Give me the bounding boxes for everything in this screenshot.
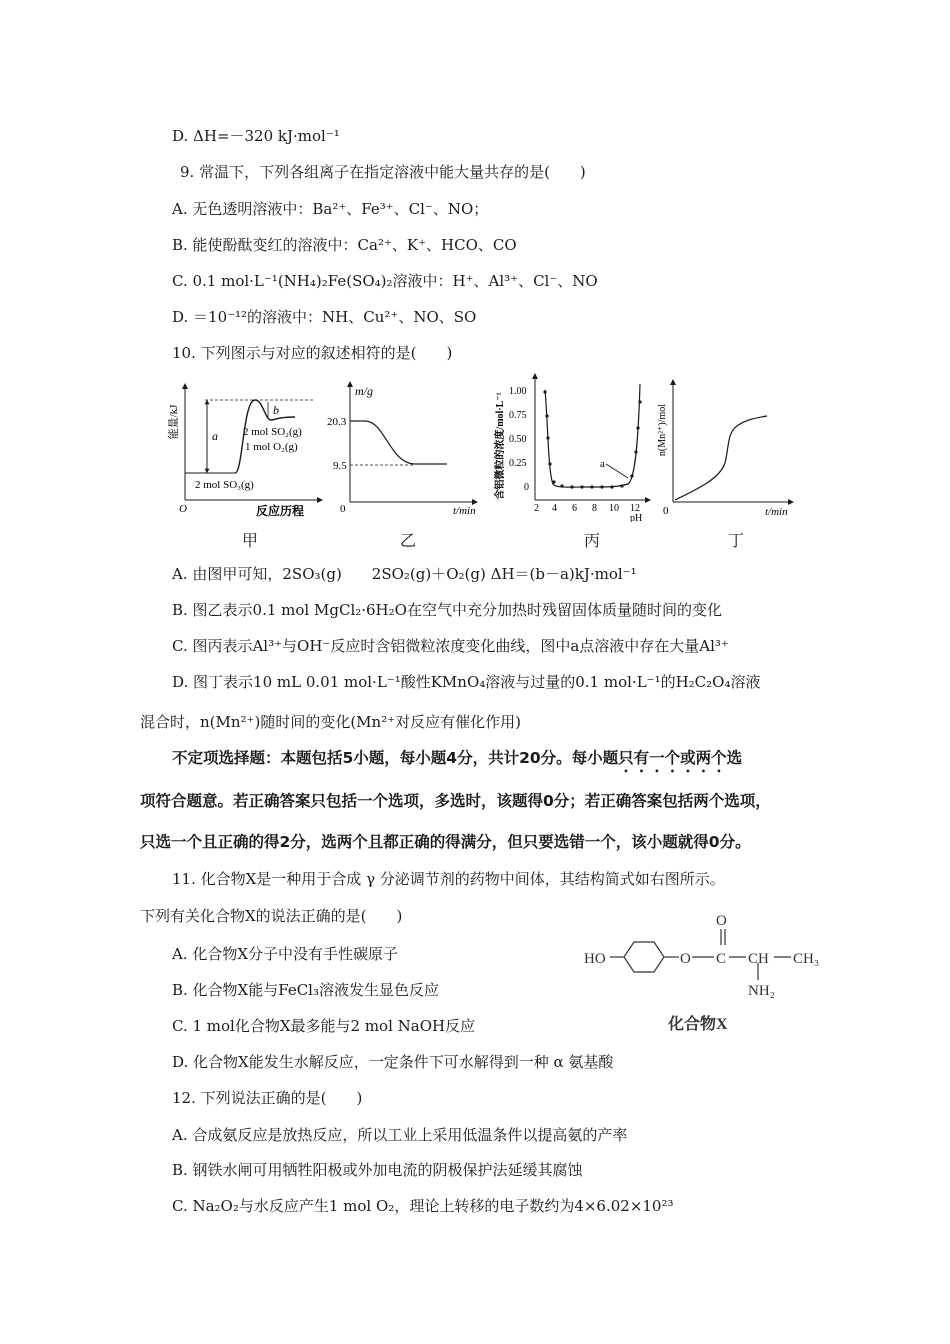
q9-option-a: A. 无色透明溶液中：Ba²⁺、Fe³⁺、Cl⁻、NO；: [172, 200, 489, 218]
bing-xtick-4: 4: [552, 503, 557, 514]
q10-option-b: B. 图乙表示0.1 mol MgCl₂·6H₂O在空气中充分加热时残留固体质量随时间的变化: [172, 601, 722, 619]
section-line-2: 项符合题意。若正确答案只包括一个选项，多选时，该题得0分；若正确答案包括两个选项，: [140, 792, 771, 810]
section-line-1a: 不定项选择题：本题包括5小题，每小题4分，共计20分。每小题: [172, 749, 619, 767]
jia-lower: 2 mol SO₃(g): [195, 479, 254, 491]
figure-jia: [165, 380, 325, 520]
bing-ytick-100: 1.00: [509, 386, 527, 397]
q12-option-c: C. Na₂O₂与水反应产生1 mol O₂，理论上转移的电子数约为4×6.02×10²³: [172, 1197, 674, 1215]
ding-origin: 0: [663, 505, 669, 517]
struct-c: C: [716, 951, 727, 967]
q11-option-c: C. 1 mol化合物X最多能与2 mol NaOH反应: [172, 1017, 476, 1035]
q11-option-d: D. 化合物X能发生水解反应，一定条件下可水解得到一种 α 氨基酸: [172, 1053, 614, 1071]
bing-ylabel: 含铝微粒的浓度/mol·L⁻¹: [495, 392, 506, 500]
yi-tick-high: 20.3: [327, 416, 347, 428]
q9-option-d: D. ＝10⁻¹²的溶液中：NH、Cu²⁺、NO、SO: [172, 308, 477, 326]
q12-option-b: B. 钢铁水闸可用牺牲阳极或外加电流的阴极保护法延缓其腐蚀: [172, 1161, 583, 1179]
caption-yi: 乙: [400, 531, 417, 550]
q10-option-c: C. 图丙表示Al³⁺与OH⁻反应时含铝微粒浓度变化曲线，图中a点溶液中存在大量Al³⁺: [172, 637, 729, 655]
struct-o-top: O: [716, 913, 727, 929]
q10-option-d-cont: 混合时，n(Mn²⁺)随时间的变化(Mn²⁺对反应有催化作用): [140, 713, 521, 731]
figure-yi: [325, 380, 485, 520]
caption-bing: 丙: [584, 531, 601, 550]
jia-origin: O: [179, 503, 187, 515]
q12-option-a: A. 合成氨反应是放热反应，所以工业上采用低温条件以提高氨的产率: [172, 1126, 628, 1144]
jia-upper1: 2 mol SO₂(g): [243, 426, 302, 438]
section-line-1c: 选: [726, 749, 743, 767]
option-d-prev: D. ΔH=－320 kJ·mol⁻¹: [172, 127, 340, 145]
caption-jia: 甲: [242, 531, 259, 550]
bing-xtick-8: 8: [592, 503, 597, 514]
yi-xlabel: t/min: [453, 505, 476, 517]
bing-point-a: a: [600, 458, 605, 470]
jia-label-b: b: [273, 403, 279, 417]
compound-x-structure: [580, 905, 840, 1035]
bing-ytick-050: 0.50: [509, 434, 527, 445]
struct-caption: 化合物X: [668, 1016, 728, 1033]
bing-ytick-075: 0.75: [509, 410, 527, 421]
figure-bing: [490, 372, 655, 522]
q10-option-d: D. 图丁表示10 mL 0.01 mol·L⁻¹酸性KMnO₄溶液与过量的0.1 mol·L⁻¹的H₂C₂O₄溶液: [172, 673, 761, 691]
struct-ch3: CH₃: [793, 951, 820, 967]
bing-ytick-025: 0.25: [509, 458, 527, 469]
yi-tick-low: 9.5: [333, 460, 347, 472]
struct-nh2: NH₂: [748, 983, 775, 999]
struct-o1: O: [680, 951, 691, 967]
section-line-1: [172, 748, 742, 776]
q9-option-b: B. 能使酚酞变红的溶液中：Ca²⁺、K⁺、HCO、CO: [172, 236, 517, 254]
jia-label-a: a: [212, 429, 218, 443]
ding-ylabel: n(Mn²⁺)/mol: [657, 403, 668, 457]
q11-stem-1: 11. 化合物X是一种用于合成 γ 分泌调节剂的药物中间体，其结构简式如右图所示。: [172, 870, 725, 888]
bing-xtick-10: 10: [609, 503, 619, 514]
q11-stem-2: 下列有关化合物X的说法正确的是( ): [140, 907, 403, 925]
jia-ylabel: 能量/kJ: [168, 404, 180, 440]
q11-option-a: A. 化合物X分子中没有手性碳原子: [172, 945, 399, 963]
struct-ho: HO: [584, 951, 606, 967]
figure-ding: [655, 378, 795, 523]
bing-xtick-6: 6: [572, 503, 577, 514]
bing-ytick-0: 0: [524, 482, 529, 493]
ding-xlabel: t/min: [765, 506, 788, 518]
struct-ch: CH: [748, 951, 769, 967]
yi-origin: 0: [340, 503, 346, 515]
q12-stem: 12. 下列说法正确的是( ): [172, 1089, 363, 1107]
bing-xtick-12: 12: [630, 503, 640, 514]
q9-option-c: C. 0.1 mol·L⁻¹(NH₄)₂Fe(SO₄)₂溶液中：H⁺、Al³⁺、Cl⁻、NO: [172, 272, 598, 290]
bing-xtick-2: 2: [534, 503, 539, 514]
q11-option-b: B. 化合物X能与FeCl₃溶液发生显色反应: [172, 981, 439, 999]
q10-option-a: A. 由图甲可知，2SO₃(g) 2SO₂(g)＋O₂(g) ΔH＝(b－a)kJ·mol⁻¹: [172, 565, 637, 583]
q9-stem: 9. 常温下，下列各组离子在指定溶液中能大量共存的是( ): [180, 163, 586, 181]
jia-xlabel: 反应历程: [255, 504, 305, 518]
caption-ding: 丁: [728, 531, 745, 550]
section-line-3: 只选一个且正确的得2分，选两个且都正确的得满分，但只要选错一个，该小题就得0分。: [140, 833, 751, 851]
yi-ylabel: m/g: [355, 384, 373, 398]
q10-stem: 10. 下列图示与对应的叙述相符的是( ): [172, 344, 453, 362]
jia-upper2: 1 mol O₂(g): [245, 441, 298, 453]
section-emphasis: 只有一个或两个: [618, 749, 727, 767]
bing-xlabel: pH: [630, 513, 643, 522]
